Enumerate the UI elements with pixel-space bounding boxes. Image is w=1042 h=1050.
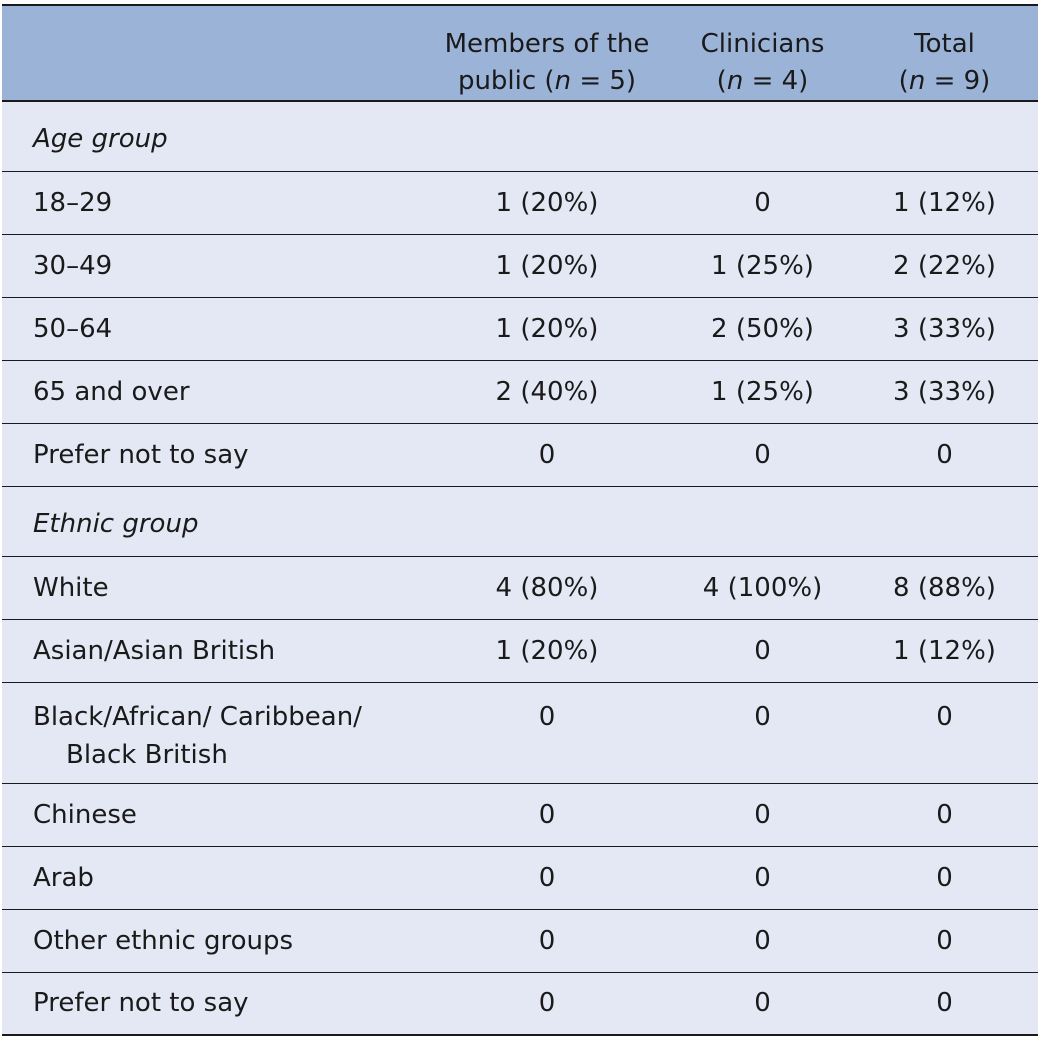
- cell-clinicians: 0: [674, 171, 851, 234]
- cell-clinicians: 0: [674, 783, 851, 846]
- table-row: [2, 556, 1038, 619]
- cell-total: 0: [851, 682, 1038, 783]
- cell-public: 1 (20%): [420, 297, 674, 360]
- row-label-line2: Black British: [66, 739, 228, 770]
- demographics-table-container: [2, 4, 1038, 1036]
- row-label: 65 and over: [2, 360, 420, 423]
- cell-total: 0: [851, 783, 1038, 846]
- header-total-line1: Total: [914, 29, 975, 59]
- cell-clinicians: 0: [674, 909, 851, 972]
- cell-clinicians: 4 (100%): [674, 556, 851, 619]
- cell-public: 1 (20%): [420, 234, 674, 297]
- cell-total: 0: [851, 423, 1038, 486]
- row-label: 50–64: [2, 297, 420, 360]
- header-clinicians: Clinicians (n = 4): [674, 5, 851, 101]
- row-label: Arab: [2, 846, 420, 909]
- cell-public: 0: [420, 423, 674, 486]
- table-row: [2, 423, 1038, 486]
- header-total: Total (n = 9): [851, 5, 1038, 101]
- cell-public: 0: [420, 682, 674, 783]
- cell-clinicians: 0: [674, 423, 851, 486]
- cell-total: 0: [851, 972, 1038, 1035]
- row-label: Asian/Asian British: [2, 619, 420, 682]
- section-title: Ethnic group: [2, 486, 420, 556]
- section-title: Age group: [2, 101, 420, 171]
- cell-clinicians: 0: [674, 682, 851, 783]
- cell-clinicians: 1 (25%): [674, 234, 851, 297]
- table-row: [2, 297, 1038, 360]
- row-label: Other ethnic groups: [2, 909, 420, 972]
- row-label: 30–49: [2, 234, 420, 297]
- cell-clinicians: 0: [674, 619, 851, 682]
- cell-public: 1 (20%): [420, 171, 674, 234]
- table-row: [2, 682, 1038, 783]
- table-row: [2, 846, 1038, 909]
- header-blank: [2, 5, 420, 101]
- section-row-age-group: [2, 101, 1038, 171]
- cell-total: 3 (33%): [851, 360, 1038, 423]
- cell-clinicians: 0: [674, 846, 851, 909]
- header-clinicians-line1: Clinicians: [700, 29, 825, 59]
- table-row: [2, 234, 1038, 297]
- row-label: Prefer not to say: [2, 972, 420, 1035]
- header-members-of-public: Members of the public (n = 5): [420, 5, 674, 101]
- row-label: Prefer not to say: [2, 423, 420, 486]
- demographics-table: [2, 4, 1038, 1036]
- table-row: [2, 360, 1038, 423]
- table-row: [2, 619, 1038, 682]
- header-public-line1: Members of the: [444, 29, 650, 59]
- cell-public: 0: [420, 783, 674, 846]
- cell-public: 0: [420, 972, 674, 1035]
- table-header-row: [2, 5, 1038, 101]
- cell-clinicians: 2 (50%): [674, 297, 851, 360]
- row-label: 18–29: [2, 171, 420, 234]
- cell-public: 1 (20%): [420, 619, 674, 682]
- cell-clinicians: 1 (25%): [674, 360, 851, 423]
- cell-clinicians: 0: [674, 972, 851, 1035]
- cell-public: 4 (80%): [420, 556, 674, 619]
- table-row: [2, 783, 1038, 846]
- row-label: [2, 682, 420, 783]
- cell-total: 3 (33%): [851, 297, 1038, 360]
- cell-public: 0: [420, 846, 674, 909]
- table-row: [2, 171, 1038, 234]
- cell-total: 0: [851, 909, 1038, 972]
- section-row-ethnic-group: [2, 486, 1038, 556]
- cell-total: 1 (12%): [851, 171, 1038, 234]
- cell-total: 0: [851, 846, 1038, 909]
- row-label-line1: Black/African/ Caribbean/: [33, 701, 362, 732]
- cell-total: 1 (12%): [851, 619, 1038, 682]
- cell-public: 2 (40%): [420, 360, 674, 423]
- cell-total: 2 (22%): [851, 234, 1038, 297]
- table-row: [2, 909, 1038, 972]
- cell-public: 0: [420, 909, 674, 972]
- row-label: White: [2, 556, 420, 619]
- cell-total: 8 (88%): [851, 556, 1038, 619]
- table-row: [2, 972, 1038, 1035]
- row-label: Chinese: [2, 783, 420, 846]
